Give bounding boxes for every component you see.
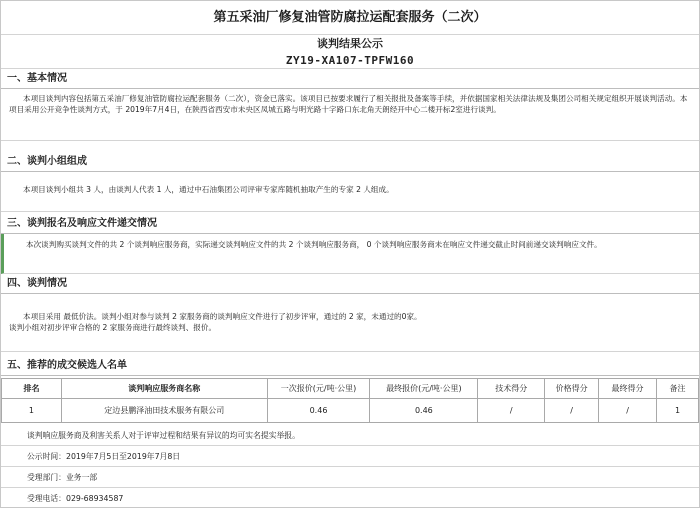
col-remarks: 备注 (657, 379, 699, 399)
cell-remarks: 1 (657, 399, 699, 423)
candidate-table (1, 378, 699, 423)
section-basic-info-text (1, 89, 699, 141)
section-panel-text (1, 172, 699, 212)
col-tech-score: 技术得分 (478, 379, 545, 399)
table-row (2, 399, 699, 423)
cell-tech-score: / (478, 399, 545, 423)
receiving-department: 受理部门：业务一部 (1, 467, 699, 488)
cell-final-quote: 0.46 (370, 399, 478, 423)
cell-price-score: / (545, 399, 599, 423)
section-registration-heading: 三、谈判报名及响应文件递交情况 (1, 214, 699, 234)
negotiation-line-1: 本项目采用 最低价法。谈判小组对参与谈判 2 家服务商的谈判响应文件进行了初步评审，通过的 2 家，未通过的0家。 (23, 312, 422, 321)
section-panel-heading: 二、谈判小组组成 (1, 152, 699, 172)
col-vendor-name: 谈判响应服务商名称 (61, 379, 267, 399)
contact-phone: 受理电话：029-68934587 (27, 494, 124, 503)
objection-note: 谈判响应服务商及利害关系人对于评审过程和结果有异议的均可实名提实举报。 (1, 425, 699, 446)
registration-paragraph: 本次谈判购买谈判文件的共 2 个谈判响应服务商，实际递交谈判响应文件的共 2 个谈判响应服务商， 0 个谈判响应服务商未在响应文件递交截止时间前递交谈判响应文件。 (26, 240, 602, 249)
cell-rank: 1 (2, 399, 62, 423)
page-title: 第五采油厂修复油管防腐拉运配套服务（二次） (1, 1, 699, 35)
cell-initial-quote: 0.46 (267, 399, 370, 423)
col-rank: 排名 (2, 379, 62, 399)
negotiation-line-2: 谈判小组对初步评审合格的 2 家服务商进行最终谈判、报价。 (9, 323, 217, 332)
panel-paragraph: 本项目谈判小组共 3 人，由谈判人代表 1 人，通过中石油集团公司评审专家库随机抽取产生的专家 2 人组成。 (23, 185, 394, 194)
section-negotiation-heading: 四、谈判情况 (1, 274, 699, 294)
announcement-subtitle: 谈判结果公示 (317, 37, 383, 50)
section-negotiation-text (1, 294, 699, 352)
col-final-score: 最终得分 (599, 379, 657, 399)
col-price-score: 价格得分 (545, 379, 599, 399)
project-code: ZY19-XA107-TPFW160 (1, 53, 699, 69)
cell-final-score: / (599, 399, 657, 423)
cell-vendor-name: 定边县鹏泽油田技术服务有限公司 (61, 399, 267, 423)
basic-info-paragraph: 本项目谈判内容包括第五采油厂修复油管防腐拉运配套服务（二次），资金已落实。该项目已按要求履行了相关报批及备案等手续，并依据国家相关法律法规及集团公司相关规定组织开展谈判活动。本项目采用公开竞争性谈判方式，于 2019年7月4日，在陕西省西安市未央区凤城五路与明光路十字路口东北角天朗经开中心二楼开标2室进行谈判。 (9, 94, 688, 114)
table-header-row (2, 379, 699, 399)
section-basic-info-heading: 一、基本情况 (1, 69, 699, 89)
section-candidates-heading: 五、推荐的成交候选人名单 (1, 356, 699, 376)
announcement-period: 公示时间：2019年7月5日至2019年7月8日 (1, 446, 699, 467)
section-registration-text (1, 234, 699, 274)
col-final-quote: 最终报价(元/吨·公里) (370, 379, 478, 399)
col-initial-quote: 一次报价(元/吨·公里) (267, 379, 370, 399)
